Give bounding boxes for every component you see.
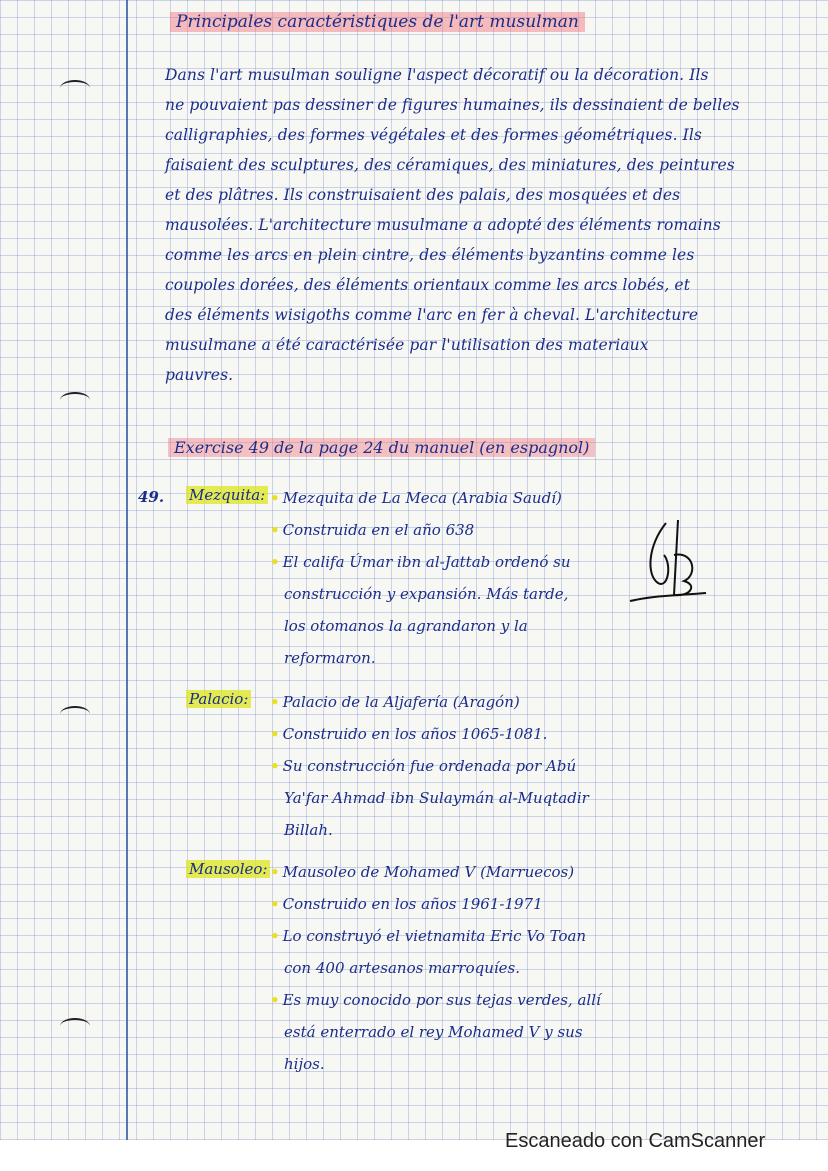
paragraph-line: des éléments wisigoths comme l'arc en fer à cheval. L'architecture [165, 306, 699, 324]
section-bullets-palacio [270, 686, 589, 846]
bullet-continuation: Billah. [284, 821, 333, 839]
page-title: Principales caractéristiques de l'art musulman [170, 12, 585, 32]
binder-hole [60, 80, 90, 96]
exercise-number: 49. [138, 488, 165, 506]
bullet-continuation: hijos. [284, 1055, 325, 1073]
scanner-watermark: Escaneado con CamScanner [505, 1130, 766, 1152]
binder-hole [60, 392, 90, 408]
binder-hole [60, 706, 90, 722]
paragraph-line: Dans l'art musulman souligne l'aspect décoratif ou la décoration. Ils [165, 66, 709, 84]
paragraph-line: ne pouvaient pas dessiner de figures humaines, ils dessinaient de belles [165, 96, 740, 114]
section-label-mezquita: Mezquita: [186, 486, 268, 504]
section-label-palacio: Palacio: [186, 690, 251, 708]
bullet-item: • Construida en el año 638 [270, 521, 475, 539]
bullet-item: • Construido en los años 1961-1971 [270, 895, 543, 913]
body-paragraph [165, 60, 765, 390]
bullet-continuation: Ya'far Ahmad ibn Sulaymán al-Muqtadir [284, 789, 589, 807]
paragraph-line: faisaient des sculptures, des céramiques, des miniatures, des peintures [165, 156, 735, 174]
binder-hole [60, 1018, 90, 1034]
exercise-heading: Exercise 49 de la page 24 du manuel (en espagnol) [168, 438, 595, 457]
bullet-continuation: con 400 artesanos marroquíes. [284, 959, 521, 977]
paragraph-line: coupoles dorées, des éléments orientaux comme les arcs lobés, et [165, 276, 691, 294]
bullet-item: • Construido en los años 1065-1081. [270, 725, 548, 743]
section-bullets-mausoleo [270, 856, 601, 1080]
bullet-item: • Es muy conocido por sus tejas verdes, allí [270, 991, 601, 1009]
bullet-item: • Mausoleo de Mohamed V (Marruecos) [270, 863, 575, 881]
paragraph-line: pauvres. [165, 366, 234, 384]
bullet-item: • Mezquita de La Meca (Arabia Saudí) [270, 489, 562, 507]
section-bullets-mezquita [270, 482, 571, 674]
paragraph-line: musulmane a été caractérisée par l'utilisation des materiaux [165, 336, 649, 354]
paragraph-line: comme les arcs en plein cintre, des éléments byzantins comme les [165, 246, 695, 264]
paragraph-line: calligraphies, des formes végétales et des formes géométriques. Ils [165, 126, 702, 144]
bullet-continuation: está enterrado el rey Mohamed V y sus [284, 1023, 583, 1041]
bullet-item: • Lo construyó el vietnamita Eric Vo Toan [270, 927, 587, 945]
bullet-item: • Su construcción fue ordenada por Abú [270, 757, 577, 775]
signature-drawing [628, 515, 708, 610]
bullet-continuation: los otomanos la agrandaron y la [284, 617, 528, 635]
paragraph-line: et des plâtres. Ils construisaient des palais, des mosquées et des [165, 186, 681, 204]
margin-line [126, 0, 128, 1140]
bullet-continuation: construcción y expansión. Más tarde, [284, 585, 569, 603]
bullet-item: • Palacio de la Aljafería (Aragón) [270, 693, 520, 711]
section-label-mausoleo: Mausoleo: [186, 860, 270, 878]
bullet-item: • El califa Úmar ibn al-Jattab ordenó su [270, 553, 571, 571]
bullet-continuation: reformaron. [284, 649, 376, 667]
paragraph-line: mausolées. L'architecture musulmane a adopté des éléments romains [165, 216, 721, 234]
